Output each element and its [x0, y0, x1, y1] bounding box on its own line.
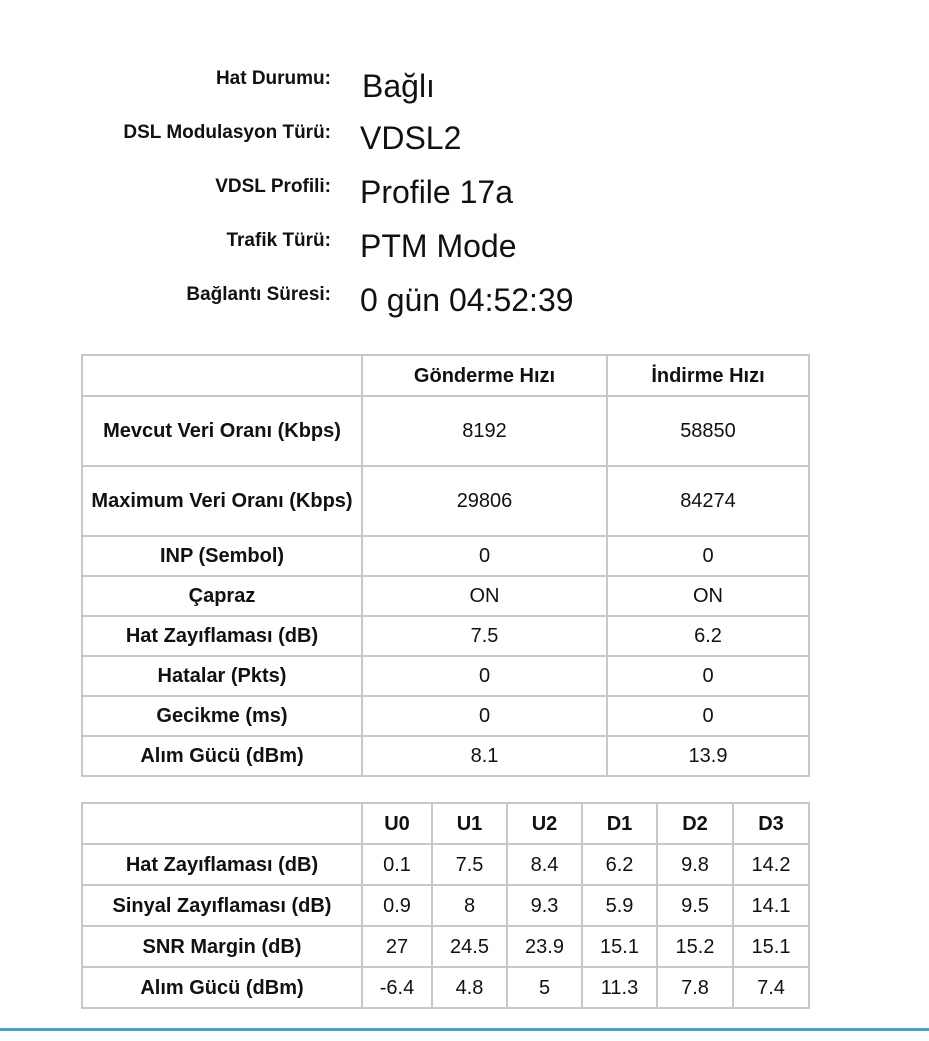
download-value: 0	[607, 656, 809, 696]
traffic-type-row	[0, 222, 929, 276]
band-value: 9.8	[657, 844, 733, 885]
modulation-value: VDSL2	[360, 120, 462, 156]
row-label: Hat Zayıflaması (dB)	[82, 844, 362, 885]
band-value: 7.5	[432, 844, 507, 885]
band-value: 9.5	[657, 885, 733, 926]
vdsl-profile-label: VDSL Profili:	[215, 176, 331, 197]
band-value: 0.9	[362, 885, 432, 926]
download-value: 13.9	[607, 736, 809, 776]
band-value: 0.1	[362, 844, 432, 885]
modulation-label: DSL Modulasyon Türü:	[123, 122, 331, 143]
table-row	[82, 616, 809, 656]
band-value: 5	[507, 967, 582, 1008]
upload-value: 8192	[362, 396, 607, 466]
band-value: 4.8	[432, 967, 507, 1008]
connection-time-value: 0 gün 04:52:39	[360, 282, 574, 318]
line-status-label: Hat Durumu:	[215, 68, 331, 89]
modulation-row	[0, 114, 929, 168]
header-d3: D3	[733, 803, 809, 844]
band-value: 24.5	[432, 926, 507, 967]
band-value: 14.2	[733, 844, 809, 885]
band-value: 5.9	[582, 885, 657, 926]
upload-value: 0	[362, 536, 607, 576]
header-download-rate: İndirme Hızı	[607, 355, 809, 396]
band-value: 7.4	[733, 967, 809, 1008]
line-status-row	[0, 60, 929, 114]
table-row	[82, 736, 809, 776]
upload-value: 29806	[362, 466, 607, 536]
upload-value: 8.1	[362, 736, 607, 776]
row-label: Gecikme (ms)	[82, 696, 362, 736]
upload-value: 7.5	[362, 616, 607, 656]
band-value: 14.1	[733, 885, 809, 926]
table-header-row	[82, 355, 809, 396]
download-value: 0	[607, 696, 809, 736]
table-row	[82, 967, 809, 1008]
footer-divider	[0, 1028, 929, 1031]
download-value: 0	[607, 536, 809, 576]
download-value: 6.2	[607, 616, 809, 656]
vdsl-profile-value: Profile 17a	[360, 174, 513, 210]
band-value: 15.2	[657, 926, 733, 967]
table-row	[82, 926, 809, 967]
band-value: 27	[362, 926, 432, 967]
row-label: Çapraz	[82, 576, 362, 616]
table-row	[82, 466, 809, 536]
header-d1: D1	[582, 803, 657, 844]
band-value: 15.1	[733, 926, 809, 967]
table-row	[82, 885, 809, 926]
table-row	[82, 396, 809, 466]
row-label: SNR Margin (dB)	[82, 926, 362, 967]
upload-value: ON	[362, 576, 607, 616]
band-value: 7.8	[657, 967, 733, 1008]
header-u2: U2	[507, 803, 582, 844]
traffic-type-label: Trafik Türü:	[226, 230, 331, 251]
table-row	[82, 536, 809, 576]
row-label: Alım Gücü (dBm)	[82, 967, 362, 1008]
header-u0: U0	[362, 803, 432, 844]
connection-time-row	[0, 276, 929, 330]
band-value: 23.9	[507, 926, 582, 967]
row-label: Hatalar (Pkts)	[82, 656, 362, 696]
connection-time-label: Bağlantı Süresi:	[186, 284, 331, 305]
line-status-info	[0, 60, 929, 330]
band-value: -6.4	[362, 967, 432, 1008]
table-row	[82, 656, 809, 696]
band-value: 15.1	[582, 926, 657, 967]
vdsl-profile-row	[0, 168, 929, 222]
band-value: 11.3	[582, 967, 657, 1008]
header-empty-cell	[82, 355, 362, 396]
row-label: INP (Sembol)	[82, 536, 362, 576]
band-value: 8.4	[507, 844, 582, 885]
traffic-type-value: PTM Mode	[360, 228, 517, 264]
row-label: Alım Gücü (dBm)	[82, 736, 362, 776]
row-label: Hat Zayıflaması (dB)	[82, 616, 362, 656]
header-d2: D2	[657, 803, 733, 844]
band-stats-table	[81, 802, 810, 1009]
table-row	[82, 576, 809, 616]
download-value: 84274	[607, 466, 809, 536]
upload-value: 0	[362, 656, 607, 696]
table-row	[82, 844, 809, 885]
line-status-value: Bağlı	[362, 68, 435, 104]
row-label: Sinyal Zayıflaması (dB)	[82, 885, 362, 926]
table-row	[82, 696, 809, 736]
data-rate-table	[81, 354, 810, 777]
band-value: 8	[432, 885, 507, 926]
band-value: 6.2	[582, 844, 657, 885]
row-label: Maximum Veri Oranı (Kbps)	[82, 466, 362, 536]
download-value: ON	[607, 576, 809, 616]
band-value: 9.3	[507, 885, 582, 926]
table-header-row	[82, 803, 809, 844]
header-u1: U1	[432, 803, 507, 844]
header-upload-rate: Gönderme Hızı	[362, 355, 607, 396]
row-label: Mevcut Veri Oranı (Kbps)	[82, 396, 362, 466]
download-value: 58850	[607, 396, 809, 466]
header-empty-cell	[82, 803, 362, 844]
upload-value: 0	[362, 696, 607, 736]
